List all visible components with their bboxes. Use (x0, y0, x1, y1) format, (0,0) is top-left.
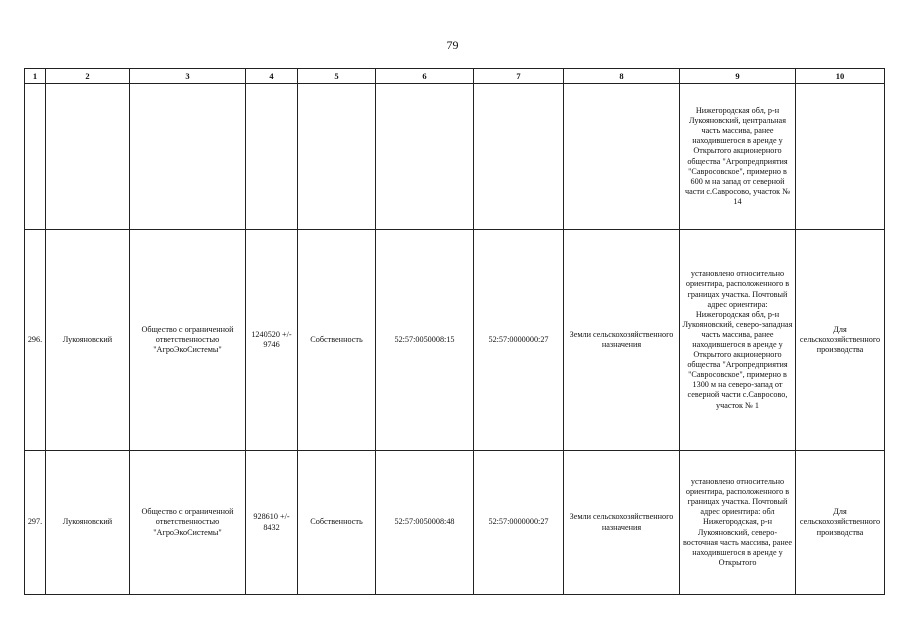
location-description: установлено относительно ориентира, расположенного в границах участка. Почтовый адрес ориентира: Нижегородская обл, р-н Лукояновский, северо-западная часть массива, ранее находившегося в аренде у Открытого акционерного общества "Агропредприятия "Савросовское", примерно в 1300 м на северо-запад от северной части с.Савросово, участок № 1 (680, 230, 796, 451)
table-row (25, 230, 885, 451)
row-number: 297. (25, 451, 46, 595)
row-number: 296. (25, 230, 46, 451)
page-number: 79 (446, 38, 459, 52)
header-cell-1: 1 (25, 69, 46, 84)
cadastral-number (376, 84, 474, 230)
owner (130, 84, 246, 230)
owner: Общество с ограниченной ответственностью "АгроЭкоСистемы" (130, 230, 246, 451)
parent-cadastral-number: 52:57:0000000:27 (474, 230, 564, 451)
table-row (25, 451, 885, 595)
header-cell-4: 4 (246, 69, 298, 84)
land-category: Земли сельскохозяйственного назначения (564, 451, 680, 595)
district: Лукояновский (46, 230, 130, 451)
owner: Общество с ограниченной ответственностью "АгроЭкоСистемы" (130, 451, 246, 595)
header-row (25, 69, 885, 84)
area: 928610 +/- 8432 (246, 451, 298, 595)
land-category: Земли сельскохозяйственного назначения (564, 230, 680, 451)
permitted-use (796, 84, 885, 230)
district (46, 84, 130, 230)
header-cell-8: 8 (564, 69, 680, 84)
right-type: Собственность (298, 230, 376, 451)
area (246, 84, 298, 230)
area: 1240520 +/- 9746 (246, 230, 298, 451)
header-cell-3: 3 (130, 69, 246, 84)
permitted-use: Для сельскохозяйственного производства (796, 230, 885, 451)
parent-cadastral-number: 52:57:0000000:27 (474, 451, 564, 595)
location-description: установлено относительно ориентира, расположенного в границах участка. Почтовый адрес ориентира: обл Нижегородская, р-н Лукояновский, северо-восточная часть массива, ранее находившегося в аренде у Открытого (680, 451, 796, 595)
cadastral-number: 52:57:0050008:48 (376, 451, 474, 595)
header-cell-9: 9 (680, 69, 796, 84)
land-category (564, 84, 680, 230)
header-cell-2: 2 (46, 69, 130, 84)
header-cell-7: 7 (474, 69, 564, 84)
header-cell-5: 5 (298, 69, 376, 84)
right-type: Собственность (298, 451, 376, 595)
cadastral-number: 52:57:0050008:15 (376, 230, 474, 451)
header-cell-6: 6 (376, 69, 474, 84)
land-registry-table (24, 68, 885, 595)
permitted-use: Для сельскохозяйственного производства (796, 451, 885, 595)
district: Лукояновский (46, 451, 130, 595)
location-description: Нижегородская обл, р-н Лукояновский, центральная часть массива, ранее находившегося в аренде у Открытого акционерного общества "Агропредприятия "Савросовское", примерно в 600 м на запад от северной части с.Савросово, участок № 14 (680, 84, 796, 230)
parent-cadastral-number (474, 84, 564, 230)
row-number (25, 84, 46, 230)
table-row (25, 84, 885, 230)
right-type (298, 84, 376, 230)
header-cell-10: 10 (796, 69, 885, 84)
